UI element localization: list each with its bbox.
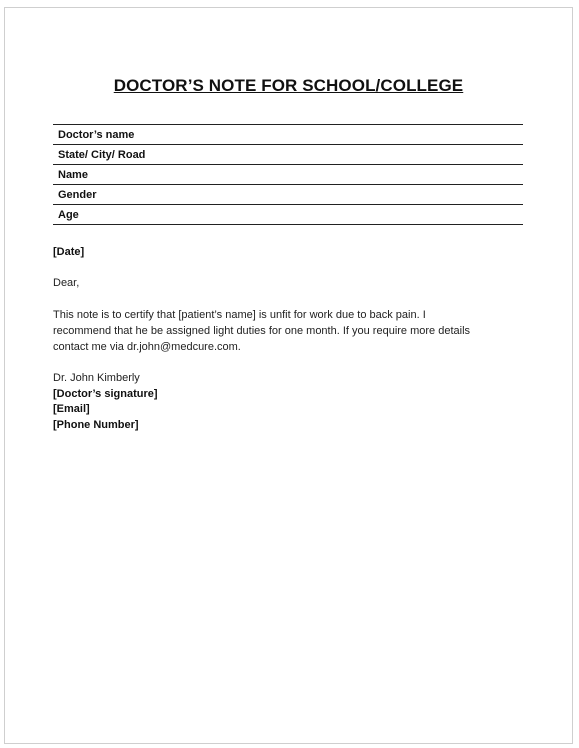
document-page	[4, 7, 573, 744]
note-body	[53, 307, 527, 355]
signoff-block	[53, 371, 158, 433]
field-gender: Gender	[53, 185, 523, 205]
signature-placeholder: [Doctor’s signature]	[53, 387, 158, 400]
note-body-line: This note is to certify that [patient’s name] is unfit for work due to back pain. I	[53, 309, 426, 321]
note-body-line: contact me via dr.john@medcure.com.	[53, 341, 241, 353]
patient-info-fields	[53, 124, 523, 225]
field-age: Age	[53, 205, 523, 225]
field-address: State/ City/ Road	[53, 145, 523, 165]
field-name: Name	[53, 165, 523, 185]
doctor-name: Dr. John Kimberly	[53, 372, 140, 384]
phone-placeholder: [Phone Number]	[53, 418, 139, 431]
note-body-line: recommend that he be assigned light duties for one month. If you require more details	[53, 325, 471, 337]
field-doctors-name: Doctor’s name	[53, 125, 523, 145]
date-placeholder: [Date]	[53, 246, 85, 258]
email-placeholder: [Email]	[53, 403, 90, 415]
salutation: Dear,	[53, 277, 80, 289]
document-title: DOCTOR’S NOTE FOR SCHOOL/COLLEGE	[113, 76, 464, 95]
